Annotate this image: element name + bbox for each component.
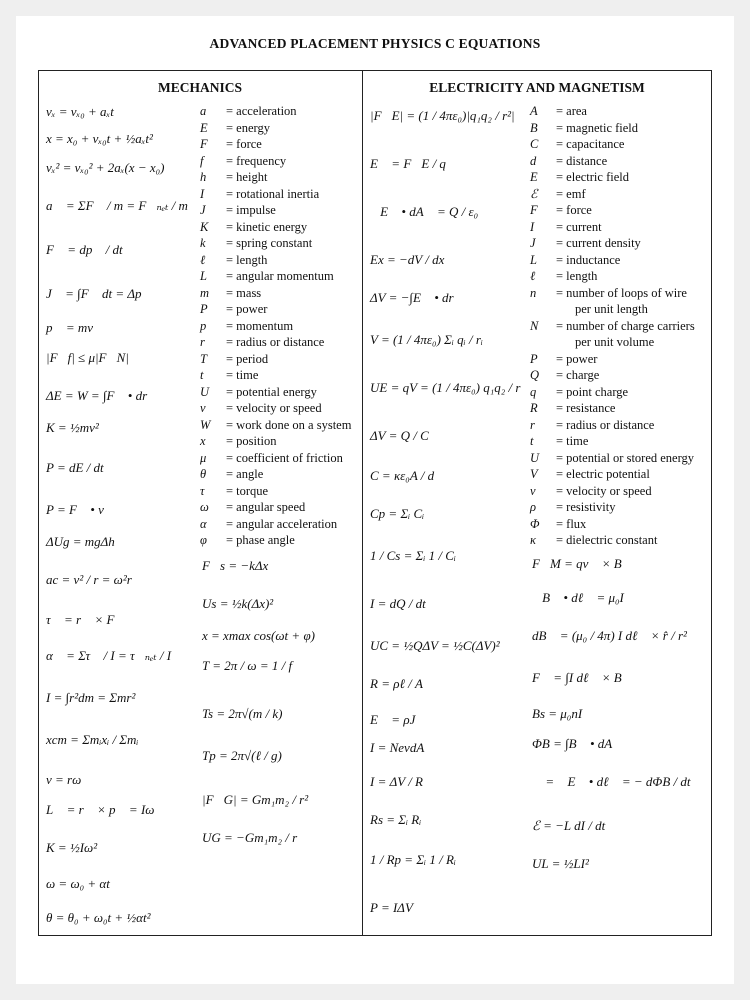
definition-symbol: W xyxy=(200,417,211,432)
definition-row xyxy=(200,301,351,318)
definition-row xyxy=(200,235,351,252)
equation: Ex = −dV / dx xyxy=(370,252,445,267)
definition-symbol: F xyxy=(200,137,208,151)
equation: ∮E⃗ • dA⃗ = Q / ε₀ xyxy=(370,204,479,219)
equation: ΔV = −∫E⃗ • dr⃗ xyxy=(370,290,464,305)
definition-text: = frequency xyxy=(226,153,287,168)
definition-row xyxy=(530,169,695,186)
definition-symbol: F xyxy=(530,203,538,217)
definition-text: = inductance xyxy=(556,252,621,267)
definition-symbol: v xyxy=(530,483,536,498)
equation: P = dE / dt xyxy=(46,460,104,475)
definition-symbol: J xyxy=(200,203,206,217)
definition-continuation: per unit length xyxy=(575,302,648,316)
definition-text: = radius or distance xyxy=(226,335,325,349)
definition-text: = position xyxy=(226,434,277,448)
definition-text: = angular speed xyxy=(226,500,306,514)
definition-text: = flux xyxy=(556,516,587,531)
definition-symbol: B xyxy=(530,120,538,135)
equation: ∮B⃗ • dℓ⃗ = μ₀I xyxy=(532,590,624,605)
equation: UE = qV = (1 / 4πε₀) q₁q₂ / r xyxy=(370,380,521,395)
definition-text: = magnetic field xyxy=(556,120,639,135)
definition-row xyxy=(530,532,695,549)
definition-row xyxy=(530,285,695,302)
definition-text: = coefficient of friction xyxy=(226,450,343,465)
definition-symbol: J xyxy=(530,236,536,250)
equation: x = x₀ + vₓ₀t + ½aₓt² xyxy=(46,131,153,146)
definition-symbol: I xyxy=(200,186,205,201)
definition-symbol: d xyxy=(530,153,537,168)
equation: α⃗ = Στ⃗ / I = τ⃗ₙₑₜ / I xyxy=(46,648,172,663)
definition-symbol: P xyxy=(530,351,538,366)
definition-text: = velocity or speed xyxy=(226,401,322,415)
definition-row xyxy=(530,252,695,269)
equation: J⃗ = ∫F⃗ dt = Δp⃗ xyxy=(46,286,152,301)
equation: F⃗s = −kΔx⃗ xyxy=(202,558,279,573)
definition-row xyxy=(200,318,351,335)
equation: ℰ = −L dI / dt xyxy=(532,818,606,833)
definition-text: = acceleration xyxy=(226,104,297,118)
definition-row xyxy=(200,136,351,153)
definition-text: = dielectric constant xyxy=(556,533,658,547)
equation: E⃗ = F⃗E / q xyxy=(370,156,446,171)
column-divider xyxy=(362,70,363,936)
equation: 1 / Rp = Σᵢ 1 / Rᵢ xyxy=(370,852,456,867)
equation: I = NevdA xyxy=(370,740,425,755)
definition-symbol: k xyxy=(200,236,206,250)
definition-row xyxy=(200,499,351,516)
definition-row xyxy=(530,351,695,368)
definition-row xyxy=(530,235,695,252)
definition-text: = mass xyxy=(226,285,262,300)
page-title: ADVANCED PLACEMENT PHYSICS C EQUATIONS xyxy=(209,36,541,51)
definition-symbol: q xyxy=(530,384,537,399)
definition-row xyxy=(200,120,351,137)
definition-row xyxy=(200,268,351,285)
equation: x = xmax cos(ωt + φ) xyxy=(202,628,315,643)
definition-row xyxy=(530,202,695,219)
equation: p⃗ = mv⃗ xyxy=(46,320,104,335)
definition-text: = energy xyxy=(226,120,270,135)
definition-symbol: f xyxy=(200,153,204,168)
equation: ΦB = ∫B⃗ • dA⃗ xyxy=(532,736,623,751)
definition-symbol: T xyxy=(200,351,207,366)
definition-symbol: L xyxy=(530,252,537,267)
definition-text: = period xyxy=(226,351,269,366)
definition-text: = potential energy xyxy=(226,384,317,399)
definition-symbol: ω xyxy=(200,500,209,514)
definition-symbol: p xyxy=(200,318,207,333)
definition-text: = angular momentum xyxy=(226,269,334,283)
definition-symbol: r xyxy=(530,417,535,432)
equation: Us = ½k(Δx)² xyxy=(202,596,274,611)
equation: ω = ω₀ + αt xyxy=(46,876,110,891)
equation: L⃗ = r⃗ × p⃗ = Iω⃗ xyxy=(46,802,165,817)
definition-row xyxy=(530,483,695,500)
equation: 1 / Cs = Σᵢ 1 / Cᵢ xyxy=(370,548,456,563)
equation: |F⃗f| ≤ μ|F⃗N| xyxy=(46,350,129,365)
equation: |F⃗G| = Gm₁m₂ / r² xyxy=(202,792,309,807)
definition-row xyxy=(200,285,351,302)
equation: ac = v² / r = ω²r xyxy=(46,572,132,587)
definition-symbol: τ xyxy=(200,483,205,498)
definition-text: = torque xyxy=(226,483,269,498)
definition-symbol: t xyxy=(200,368,204,382)
definition-symbol: E xyxy=(530,170,538,184)
definition-row xyxy=(200,351,351,368)
definition-row xyxy=(200,252,351,269)
equation: vₓ² = vₓ₀² + 2aₓ(x − x₀) xyxy=(46,160,165,175)
definition-text: = power xyxy=(556,351,598,366)
definition-row xyxy=(200,532,351,549)
definition-row xyxy=(530,186,695,203)
equation: P = F⃗ • v⃗ xyxy=(46,502,114,517)
definition-symbol: N xyxy=(530,318,539,333)
definition-symbol: A xyxy=(530,104,538,118)
definition-symbol: φ xyxy=(200,533,207,547)
equation: Cp = Σᵢ Cᵢ xyxy=(370,506,425,521)
definition-text: = momentum xyxy=(226,318,294,333)
definition-row xyxy=(200,516,351,533)
equation: I = ΔV / R xyxy=(370,774,423,789)
equation: E⃗ = ρJ⃗ xyxy=(370,712,426,727)
definition-text: = area xyxy=(556,104,587,118)
definition-text: = time xyxy=(556,434,589,448)
definition-text: = emf xyxy=(556,186,586,201)
definition-symbol: a xyxy=(200,104,207,118)
equation: V = (1 / 4πε₀) Σᵢ qᵢ / rᵢ xyxy=(370,332,483,347)
definition-text: = height xyxy=(226,170,268,184)
definition-text: = velocity or speed xyxy=(556,483,652,498)
equation: I = dQ / dt xyxy=(370,596,426,611)
equation: v = rω xyxy=(46,772,82,787)
definition-row xyxy=(200,417,351,434)
equation: Ts = 2π√(m / k) xyxy=(202,706,283,721)
definition-text: = power xyxy=(226,302,268,316)
definition-row xyxy=(530,433,695,450)
equation: P = IΔV xyxy=(370,900,413,915)
definition-symbol: ℓ xyxy=(200,252,206,267)
definition-row xyxy=(530,268,695,285)
definition-row xyxy=(200,103,351,120)
definition-row xyxy=(530,120,695,137)
definition-symbol: R xyxy=(530,401,538,415)
em-heading: ELECTRICITY AND MAGNETISM xyxy=(429,80,645,95)
equation: Bs = μ₀nI xyxy=(532,706,583,721)
equation: R = ρℓ / A xyxy=(370,676,423,691)
definition-row xyxy=(200,483,351,500)
definition-row xyxy=(530,153,695,170)
equation: C = κε₀A / d xyxy=(370,468,435,483)
definition-text: = electric field xyxy=(556,170,629,184)
definition-symbol: U xyxy=(200,384,210,399)
definition-text: = force xyxy=(226,137,262,151)
equation: dB⃗ = (μ₀ / 4π) I dℓ⃗ × r̂ / r² xyxy=(532,628,687,643)
definition-row xyxy=(200,384,351,401)
definition-symbol: E xyxy=(200,120,208,135)
definition-text: = capacitance xyxy=(556,137,625,151)
definition-symbol: h xyxy=(200,170,207,184)
equation: |F⃗E| = (1 / 4πε₀)|q₁q₂ / r²| xyxy=(370,108,515,123)
definition-row xyxy=(530,384,695,401)
definition-symbol: L xyxy=(200,269,207,283)
equation: F⃗ = dp⃗ / dt xyxy=(46,242,123,257)
definition-text: = phase angle xyxy=(226,533,295,547)
definition-text: = number of loops of wire xyxy=(556,285,687,300)
definition-row xyxy=(530,499,695,516)
definition-text: = work done on a system xyxy=(226,417,352,432)
definition-text: = number of charge carriers xyxy=(556,318,695,333)
definition-row xyxy=(200,186,351,203)
definition-row xyxy=(530,318,695,335)
definition-symbol: Q xyxy=(530,368,540,382)
definition-row xyxy=(200,202,351,219)
equation: UC = ½QΔV = ½C(ΔV)² xyxy=(370,638,500,653)
definition-text: = resistance xyxy=(556,401,616,415)
equation: UL = ½LI² xyxy=(532,856,589,871)
definition-text: = length xyxy=(556,269,598,283)
definition-row xyxy=(530,219,695,236)
definition-text: = spring constant xyxy=(226,236,313,250)
definition-row xyxy=(200,219,351,236)
definition-row xyxy=(200,466,351,483)
definition-text: = force xyxy=(556,203,592,217)
definition-text: = kinetic energy xyxy=(226,219,308,234)
definition-symbol: ρ xyxy=(530,500,536,514)
definition-text: = distance xyxy=(556,153,608,168)
equation: K = ½mv² xyxy=(46,420,99,435)
equation: F⃗M = qv⃗ × B⃗ xyxy=(532,556,632,571)
equation: a⃗ = ΣF⃗ / m = F⃗ₙₑₜ / m xyxy=(46,198,188,213)
equation: τ⃗ = r⃗ × F⃗ xyxy=(46,612,125,627)
definition-text: = angular acceleration xyxy=(226,516,338,531)
definition-symbol: m xyxy=(200,285,210,300)
equation: ΔE = W = ∫F⃗ • dr⃗ xyxy=(46,388,158,403)
definition-text: = current density xyxy=(556,236,641,250)
definition-row xyxy=(200,450,351,467)
definition-row xyxy=(530,400,695,417)
definition-symbol: r xyxy=(200,335,205,349)
definition-continuation: per unit volume xyxy=(575,335,655,349)
definition-row xyxy=(530,103,695,120)
equation: F⃗ = ∫I dℓ⃗ × B⃗ xyxy=(532,670,632,685)
definition-row xyxy=(200,433,351,450)
definition-row xyxy=(530,417,695,434)
equation: ℰ = ∮E⃗ • dℓ⃗ = − dΦB / dt xyxy=(532,774,691,789)
definition-text: = electric potential xyxy=(556,467,650,481)
definition-row xyxy=(200,169,351,186)
definition-symbol: Φ xyxy=(530,516,540,531)
definition-text: = length xyxy=(226,252,268,267)
equation: vₓ = vₓ₀ + aₓt xyxy=(46,104,114,119)
definition-symbol: C xyxy=(530,137,539,151)
definition-text: = impulse xyxy=(226,203,276,217)
equation: xcm = Σmᵢxᵢ / Σmᵢ xyxy=(46,732,139,747)
definition-symbol: κ xyxy=(530,533,536,547)
equation: ΔV = Q / C xyxy=(370,428,429,443)
definition-text: = point charge xyxy=(556,384,629,399)
definition-text: = resistivity xyxy=(556,500,616,514)
equation: I = ∫r²dm = Σmr² xyxy=(46,690,136,705)
definition-symbol: μ xyxy=(200,450,207,465)
definition-row xyxy=(530,516,695,533)
definition-row xyxy=(530,450,695,467)
mechanics-definitions xyxy=(200,103,351,549)
definition-symbol: ℰ xyxy=(530,186,538,201)
mechanics-heading: MECHANICS xyxy=(157,80,242,95)
definition-symbol: V xyxy=(530,467,538,481)
definition-symbol: α xyxy=(200,516,207,531)
definition-symbol: P xyxy=(200,302,208,316)
definition-symbol: U xyxy=(530,450,540,465)
definition-row xyxy=(530,136,695,153)
equation: θ = θ₀ + ω₀t + ½αt² xyxy=(46,910,151,925)
definition-symbol: t xyxy=(530,434,534,448)
em-definitions xyxy=(530,103,695,549)
definition-text: = potential or stored energy xyxy=(556,450,695,465)
equation: T = 2π / ω = 1 / f xyxy=(202,658,293,673)
equation: Tp = 2π√(ℓ / g) xyxy=(202,748,282,763)
definition-text: = radius or distance xyxy=(556,417,655,432)
definition-symbol: v xyxy=(200,401,206,415)
definition-text: = current xyxy=(556,219,602,234)
definition-symbol: θ xyxy=(200,467,207,481)
definition-symbol: ℓ xyxy=(530,269,536,283)
definition-row xyxy=(200,400,351,417)
definition-row xyxy=(200,153,351,170)
definition-row xyxy=(200,367,351,384)
definition-text: = charge xyxy=(556,368,600,382)
equation: ΔUg = mgΔh xyxy=(46,534,115,549)
definition-row xyxy=(530,367,695,384)
definition-symbol: x xyxy=(200,434,206,448)
definition-row xyxy=(530,466,695,483)
definition-text: = angle xyxy=(226,467,264,481)
definition-row xyxy=(200,334,351,351)
equation: K = ½Iω² xyxy=(46,840,98,855)
definition-text: = time xyxy=(226,368,259,382)
definition-text: = rotational inertia xyxy=(226,186,320,201)
equation: UG = −Gm₁m₂ / r xyxy=(202,830,298,845)
definition-symbol: I xyxy=(530,219,535,234)
equation: Rs = Σᵢ Rᵢ xyxy=(370,812,422,827)
definition-symbol: K xyxy=(200,219,209,234)
definition-symbol: n xyxy=(530,285,537,300)
